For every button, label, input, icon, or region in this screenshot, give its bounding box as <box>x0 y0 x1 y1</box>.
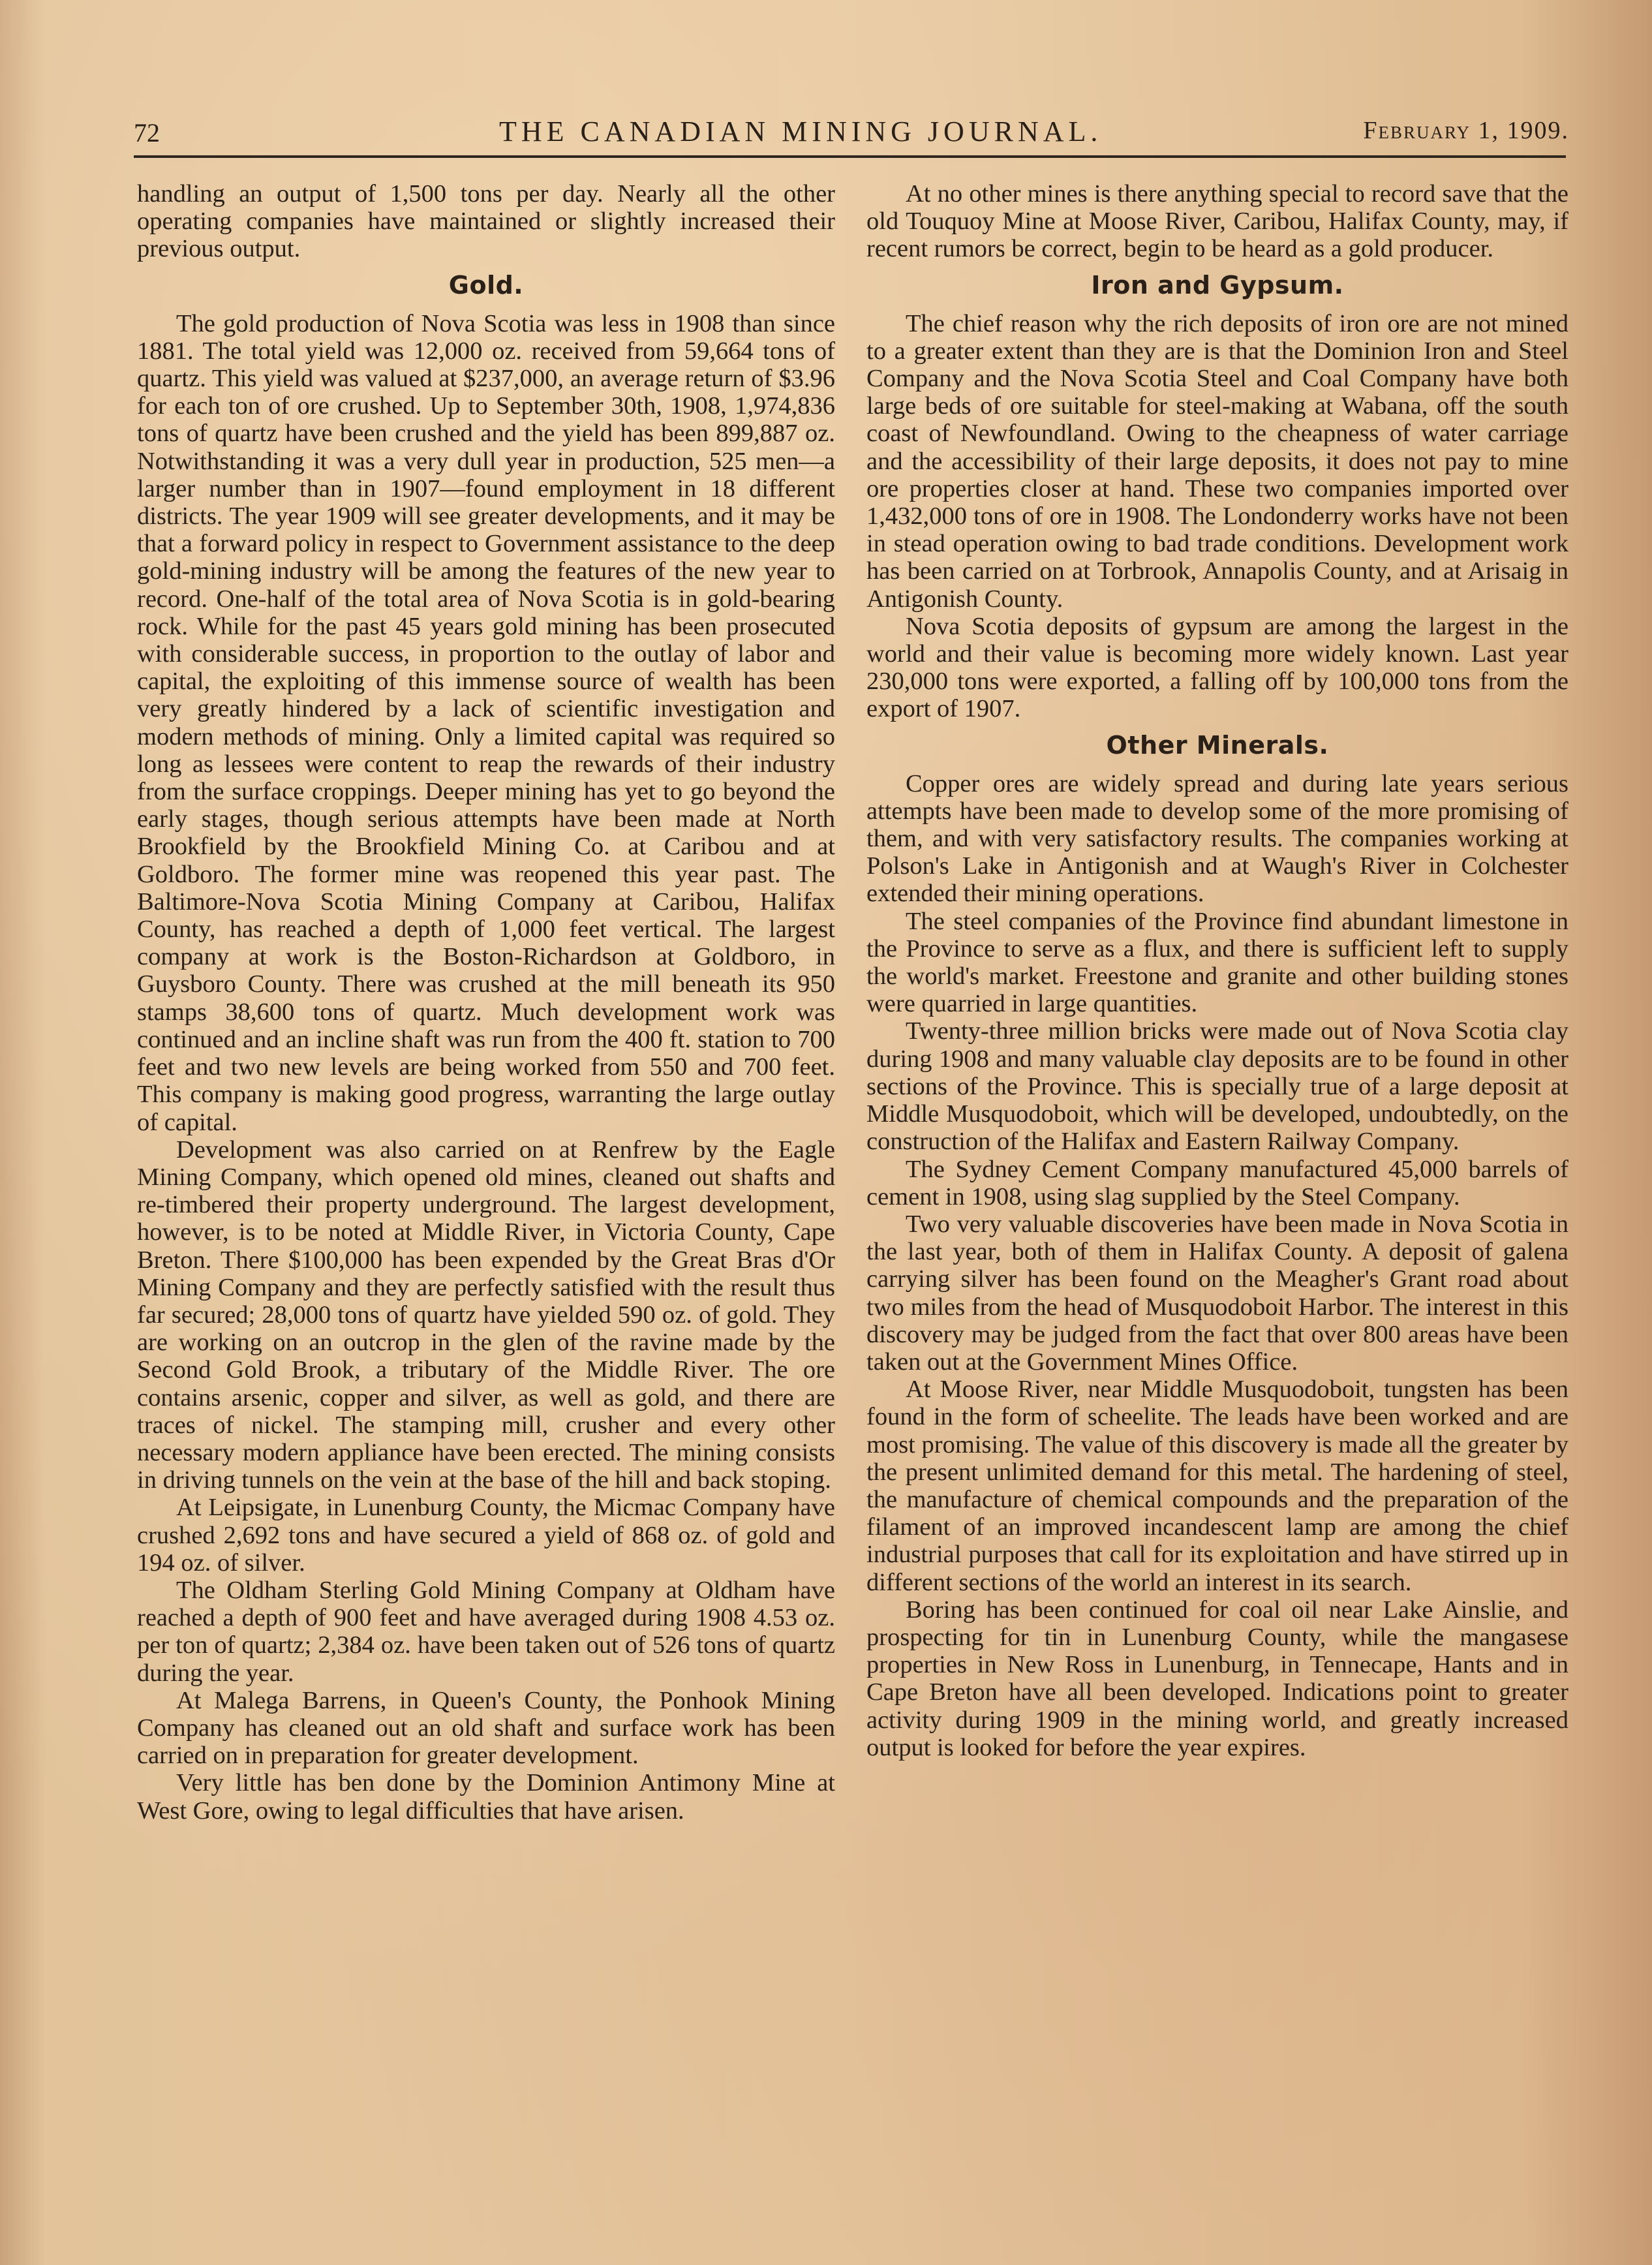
paragraph: Two very valuable discoveries have been made in Nova Scotia in the last year, both of them in Halifax County. A deposit of galena carrying silver has been found on the Meagher's Grant road about two miles from the head of Musquodoboit Harbor. The interest in this discovery may be judged from the fact that over 800 areas have been taken out at the Government Mines Office. <box>866 1210 1568 1376</box>
paragraph: Boring has been continued for coal oil near Lake Ainslie, and prospecting for tin in Lunenburg County, while the mangasese properties in New Ross in Lunenburg, in Tennecape, Hants and in Cape Breton have all been developed. Indications point to greater activity during 1909 in the mining world, and greatly increased output is looked for before the year expires. <box>866 1595 1568 1761</box>
paragraph: handling an output of 1,500 tons per day. Nearly all the other operating companies have maintained or slightly increased their previous output. <box>137 180 835 263</box>
section-heading-other-minerals: Other Minerals. <box>1106 730 1329 760</box>
paragraph: At no other mines is there anything special to record save that the old Touquoy Mine at Moose River, Caribou, Halifax County, may, if recent rumors be correct, begin to be heard as a gold producer. <box>866 180 1568 263</box>
paragraph: Development was also carried on at Renfrew by the Eagle Mining Company, which opened old mines, cleaned out shafts and re-timbered their property underground. The largest development, however, is to be noted at Middle River, in Victoria County, Cape Breton. There $100,000 has been expended by the Great Bras d'Or Mining Company and they are perfectly satisfied with the result thus far secured; 28,000 tons of quartz have yielded 590 oz. of gold. They are working on an outcrop in the glen of the ravine made by the Second Gold Brook, a tributary of the Middle River. The ore contains arsenic, copper and silver, as well as gold, and there are traces of nickel. The stamping mill, crusher and every other necessary modern appliance have been erected. The mining consists in driving tunnels on the vein at the base of the hill and back stoping. <box>137 1135 835 1494</box>
page-header <box>134 112 1569 151</box>
right-column <box>866 180 1568 1761</box>
paragraph: Very little has ben done by the Dominion Antimony Mine at West Gore, owing to legal difficulties that have arisen. <box>137 1769 835 1825</box>
paragraph: At Malega Barrens, in Queen's County, the Ponhook Mining Company has cleaned out an old shaft and surface work has been carried on in preparation for greater development. <box>137 1686 835 1770</box>
left-column <box>137 180 835 1825</box>
paragraph: Twenty-three million bricks were made out of Nova Scotia clay during 1908 and many valuable clay deposits are to be found in other sections of the Province. This is specially true of a large deposit at Middle Musquodoboit, which will be developed, undoubtedly, on the construction of the Halifax and Eastern Railway Company. <box>866 1017 1568 1156</box>
page-number: 72 <box>134 118 160 147</box>
issue-date: February 1, 1909. <box>1363 117 1569 144</box>
section-heading-gold: Gold. <box>448 270 524 300</box>
journal-title: THE CANADIAN MINING JOURNAL. <box>499 116 1103 147</box>
paragraph: The Sydney Cement Company manufactured 45,000 barrels of cement in 1908, using slag supplied by the Steel Company. <box>866 1155 1568 1210</box>
paragraph: The steel companies of the Province find abundant limestone in the Province to serve as a flux, and there is sufficient left to supply the world's market. Freestone and granite and other building stones were quarried in large quantities. <box>866 907 1568 1018</box>
paragraph: The gold production of Nova Scotia was less in 1908 than since 1881. The total yield was 12,000 oz. received from 59,664 tons of quartz. This yield was valued at $237,000, an average return of $3.96 for each ton of ore crushed. Up to September 30th, 1908, 1,974,836 tons of quartz have been crushed and the yield has been 899,887 oz. Notwithstanding it was a very dull year in production, 525 men—a larger number than in 1907—found employment in 18 different districts. The year 1909 will see greater developments, and it may be that a forward policy in respect to Government assistance to the deep gold-mining industry will be among the features of the new year to record. One-half of the total area of Nova Scotia is in gold-bearing rock. While for the past 45 years gold mining has been prosecuted with considerable success, in proportion to the outlay of labor and capital, the exploiting of this immense source of wealth has been very greatly hindered by a lack of scientific investigation and modern methods of mining. Only a limited capital was required so long as lessees were content to reap the rewards of their industry from the surface croppings. Deeper mining has yet to go beyond the early stages, though serious attempts have been made at North Brookfield by the Brookfield Mining Co. at Caribou and at Goldboro. The former mine was reopened this year past. The Baltimore-Nova Scotia Mining Company at Caribou, Halifax County, has reached a depth of 1,000 feet vertical. The largest company at work is the Boston-Richardson at Goldboro, in Guysboro County. There was crushed at the mill beneath its 950 stamps 38,600 tons of quartz. Much development work was continued and an incline shaft was run from the 400 ft. station to 700 feet and two new levels are being worked from 550 and 700 feet. This company is making good progress, warranting the large outlay of capital. <box>137 309 835 1136</box>
paragraph: Copper ores are widely spread and during late years serious attempts have been made to develop some of the more promising of them, and with very satisfactory results. The companies working at Polson's Lake in Antigonish and at Waugh's River in Colchester extended their mining operations. <box>866 769 1568 908</box>
paragraph: Nova Scotia deposits of gypsum are among the largest in the world and their value is becoming more widely known. Last year 230,000 tons were exported, a falling off by 100,000 tons from the export of 1907. <box>866 612 1568 723</box>
paragraph: At Leipsigate, in Lunenburg County, the Micmac Company have crushed 2,692 tons and have secured a yield of 868 oz. of gold and 194 oz. of silver. <box>137 1494 835 1577</box>
header-rule <box>134 155 1566 158</box>
paragraph: The Oldham Sterling Gold Mining Company at Oldham have reached a depth of 900 feet and have averaged during 1908 4.53 oz. per ton of quartz; 2,384 oz. have been taken out of 526 tons of quartz during the year. <box>137 1576 835 1687</box>
paragraph: At Moose River, near Middle Musquodoboit, tungsten has been found in the form of scheelite. The leads have been worked and are most promising. The value of this discovery is made all the greater by the present unlimited demand for this metal. The hardening of steel, the manufacture of chemical compounds and the preparation of the filament of an improved incandescent lamp are among the chief industrial purposes that call for its exploitation and have stirred up in different sections of the world an interest in its search. <box>866 1376 1568 1596</box>
paragraph: The chief reason why the rich deposits of iron ore are not mined to a greater extent than they are is that the Dominion Iron and Steel Company and the Nova Scotia Steel and Coal Company have both large beds of ore suitable for steel-making at Wabana, off the south coast of Newfoundland. Owing to the cheapness of water carriage and the accessibility of their large deposits, it does not pay to mine ore properties closer at hand. These two companies imported over 1,432,000 tons of ore in 1908. The Londonderry works have not been in stead operation owing to bad trade conditions. Development work has been carried on at Torbrook, Annapolis County, and at Arisaig in Antigonish County. <box>866 309 1568 613</box>
section-heading-iron-gypsum: Iron and Gypsum. <box>1091 270 1344 300</box>
